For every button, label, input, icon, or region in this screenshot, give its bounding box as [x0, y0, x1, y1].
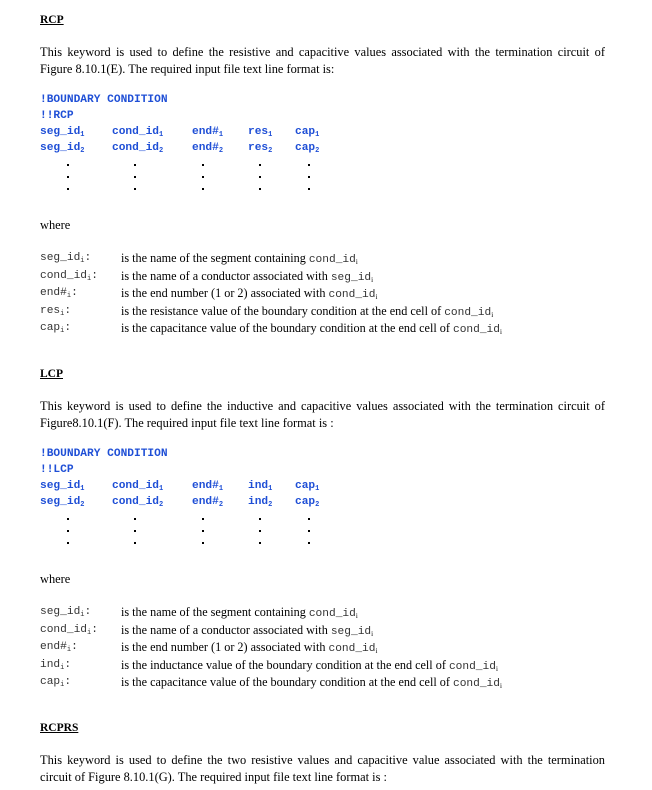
code-cell: $end\#_2$: [192, 142, 224, 155]
code-cell: ind$_1$: [248, 480, 273, 493]
code-row: [40, 494, 340, 510]
ellipsis-dots: [133, 164, 137, 200]
section-intro-rcprs: This keyword is used to define the two resistive values and capacitive value associated with the termination circuit of Figure 8.10.1(G). The required input file text line format is :: [40, 753, 605, 784]
code-cell: res$_1$: [248, 126, 273, 139]
definition-text: is the capacitance value of the boundary condition at the end cell of $cond\_id_i$: [121, 675, 502, 690]
ellipsis-dots: [307, 518, 311, 554]
code-cell: $cond\_id_1$: [112, 480, 164, 493]
definition-text: is the end number (1 or 2) associated with $cond\_id_i$: [121, 640, 378, 655]
definition-term: res$_i$:: [40, 304, 72, 318]
definition-term: $seg\_id_i$:: [40, 606, 92, 619]
definition-term: cap$_i$:: [40, 676, 72, 689]
ellipsis-dots: [258, 518, 262, 554]
definition-text: is the name of the segment containing $cond\_id_i$: [121, 605, 358, 620]
code-cell: $cond\_id_1$: [112, 126, 164, 139]
code-cell: cap$_1$: [295, 480, 320, 493]
code-cell: $seg\_id_2$: [40, 142, 85, 155]
section-heading-rcprs: RCPRS: [40, 722, 79, 734]
section-intro-lcp: This keyword is used to define the inductive and capacitive values associated with the termination circuit of Figure8.10.1(F). The required input file text line format is :: [40, 399, 605, 430]
code-cell: ind$_2$: [248, 496, 273, 509]
ellipsis-dots: [201, 518, 205, 554]
ellipsis-dots: [133, 518, 137, 554]
where-label: where: [40, 572, 71, 586]
code-cell: cap$_2$: [295, 142, 320, 155]
definition-text: is the name of a conductor associated with $seg\_id_i$: [121, 268, 374, 284]
code-cell: res$_2$: [248, 142, 273, 155]
definition-text: is the name of the segment containing $cond\_id_i$: [121, 251, 358, 266]
code-keyword-line: !!RCP: [40, 110, 74, 122]
code-keyword-line: !!LCP: [40, 464, 74, 476]
section-heading-rcp: RCP: [40, 14, 64, 26]
definition-text: is the inductance value of the boundary condition at the end cell of $cond\_id_i$: [121, 657, 498, 673]
definition-term: $cond\_id_i$:: [40, 269, 98, 283]
ellipsis-dots: [307, 164, 311, 200]
ellipsis-dots: [66, 518, 70, 554]
code-header-line: !BOUNDARY CONDITION: [40, 94, 168, 106]
code-row: [40, 140, 340, 156]
code-cell: $end\#_1$: [192, 480, 224, 493]
definition-text: is the resistance value of the boundary condition at the end cell of $cond\_id_i$: [121, 303, 494, 319]
definition-term: $cond\_id_i$:: [40, 623, 98, 637]
code-row: [40, 478, 340, 494]
definition-text: is the capacitance value of the boundary condition at the end cell of $cond\_id_i$: [121, 321, 502, 336]
ellipsis-dots: [258, 164, 262, 200]
ellipsis-dots: [66, 164, 70, 200]
definition-term: $end\#_i$:: [40, 641, 78, 654]
code-cell: $end\#_2$: [192, 496, 224, 509]
code-cell: $seg\_id_1$: [40, 480, 85, 493]
code-cell: $cond\_id_2$: [112, 142, 164, 155]
code-cell: $seg\_id_1$: [40, 126, 85, 139]
section-heading-lcp: LCP: [40, 368, 63, 380]
code-cell: $end\#_1$: [192, 126, 224, 139]
definition-text: is the name of a conductor associated with $seg\_id_i$: [121, 622, 374, 638]
code-cell: cap$_1$: [295, 126, 320, 139]
definition-term: cap$_i$:: [40, 322, 72, 335]
code-cell: $seg\_id_2$: [40, 496, 85, 509]
section-intro-rcp: This keyword is used to define the resistive and capacitive values associated with the termination circuit of Figure 8.10.1(E). The required input file text line format is:: [40, 45, 605, 76]
code-header-line: !BOUNDARY CONDITION: [40, 448, 168, 460]
definition-term: ind$_i$:: [40, 658, 72, 672]
code-row: [40, 124, 340, 140]
definition-term: $seg\_id_i$:: [40, 252, 92, 265]
definition-text: is the end number (1 or 2) associated with $cond\_id_i$: [121, 286, 378, 301]
where-label: where: [40, 218, 71, 232]
ellipsis-dots: [201, 164, 205, 200]
definition-term: $end\#_i$:: [40, 287, 78, 300]
code-cell: $cond\_id_2$: [112, 496, 164, 509]
code-cell: cap$_2$: [295, 496, 320, 509]
